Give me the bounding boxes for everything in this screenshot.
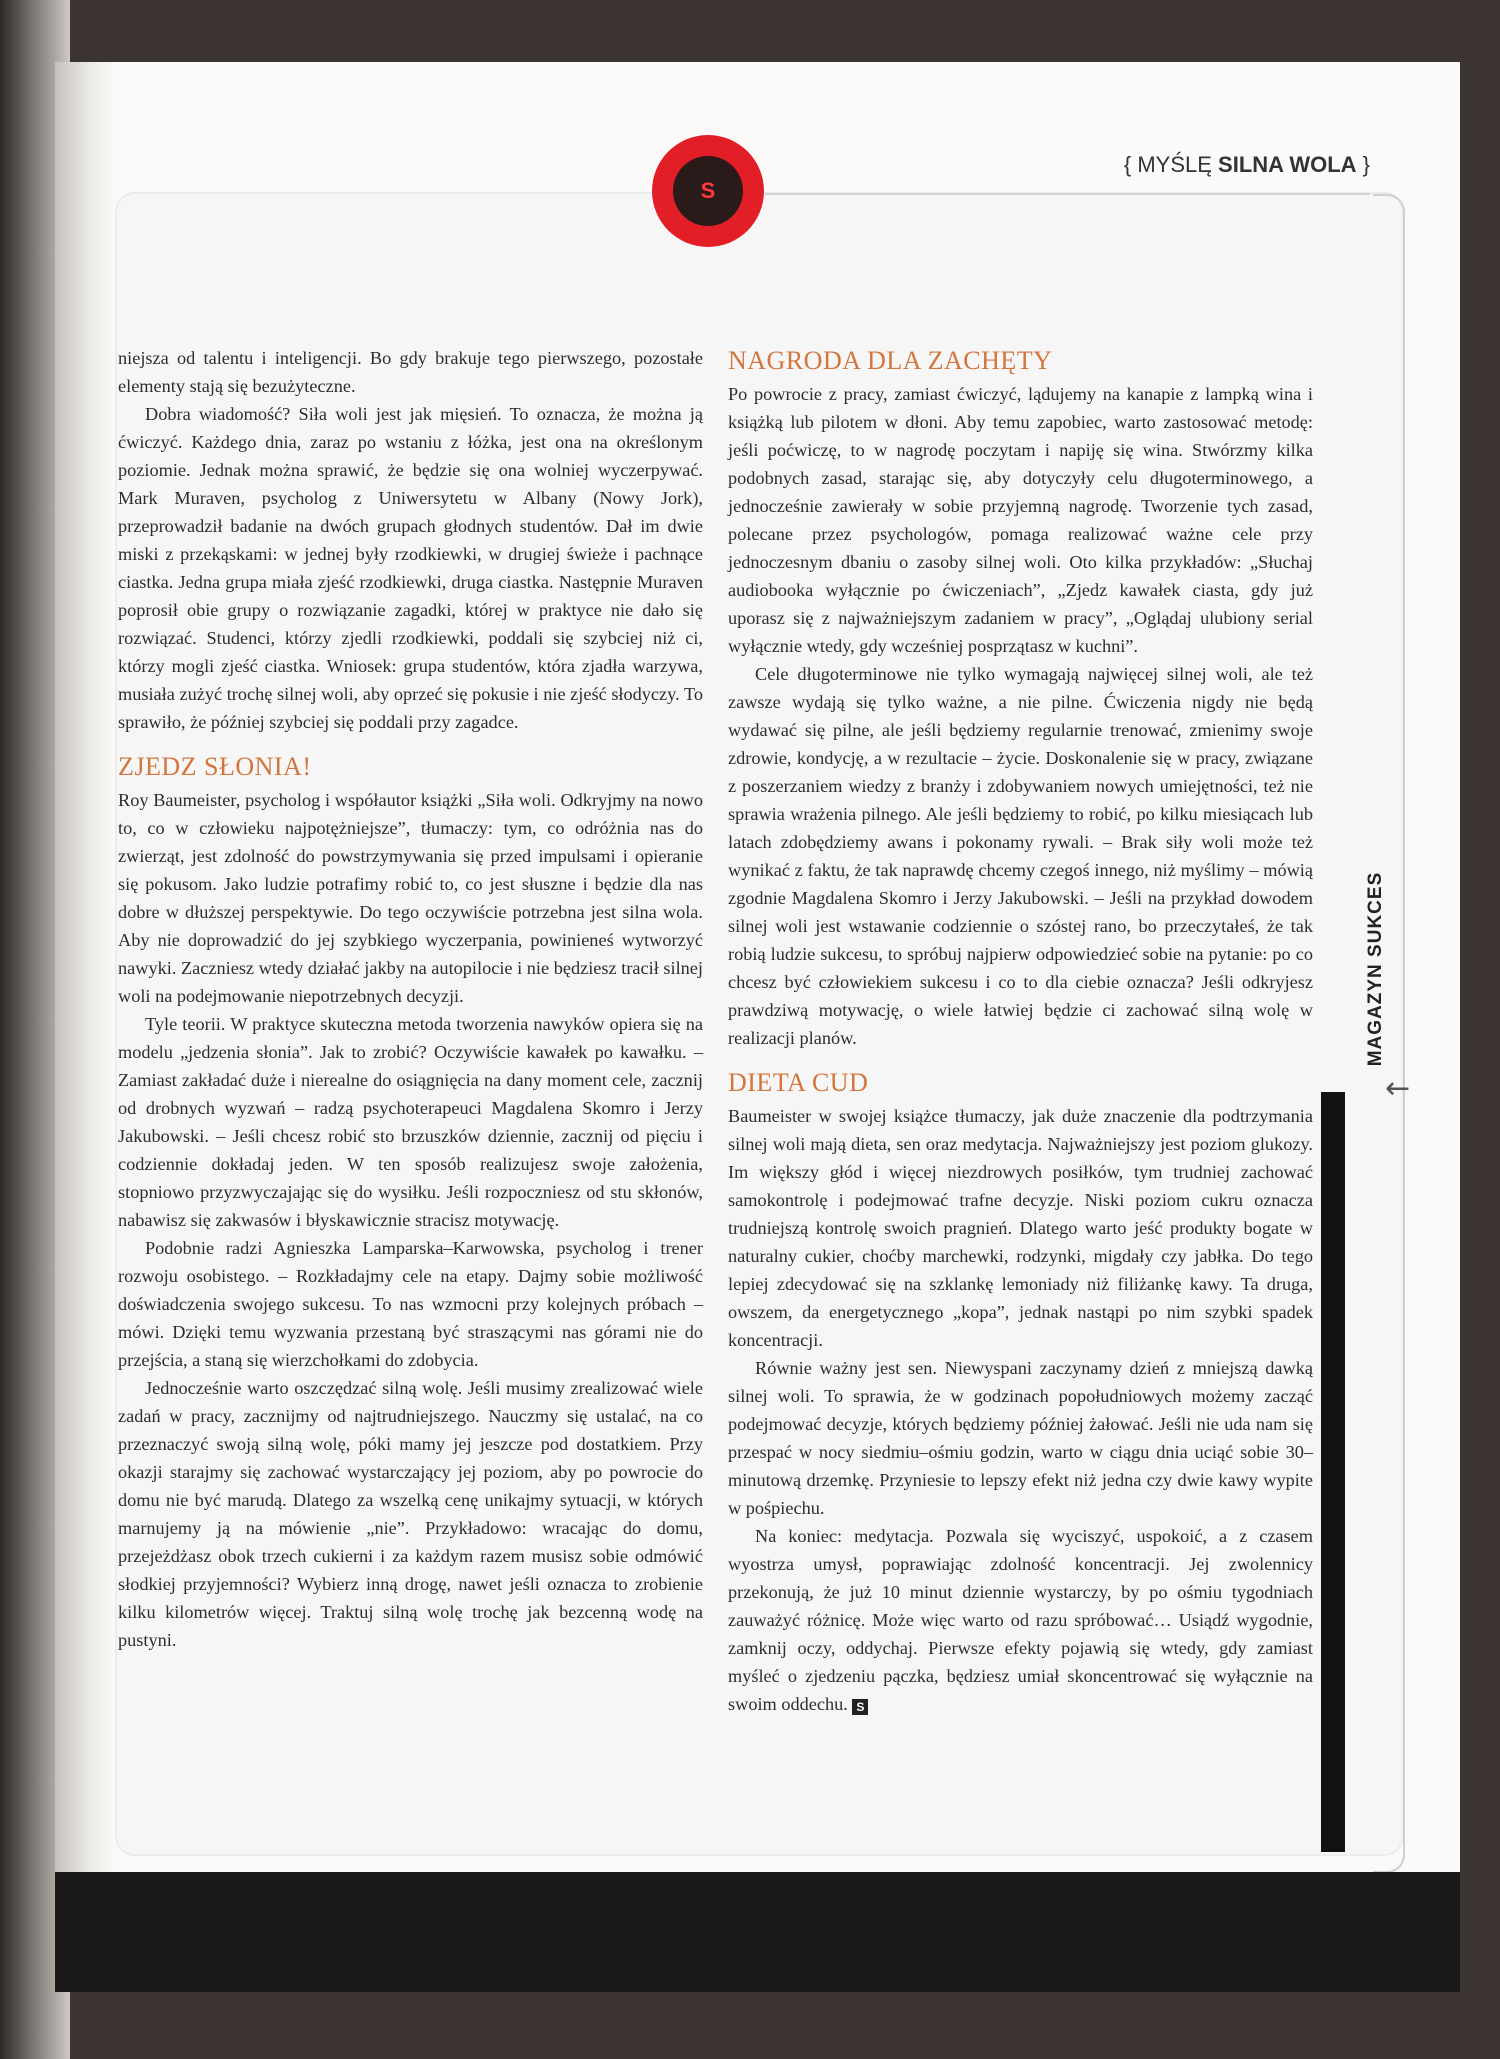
- paragraph: Baumeister w swojej książce tłumaczy, jak duże znaczenie dla podtrzymania silnej woli mają dieta, sen oraz medytacja. Najważniejszy jest poziom glukozy. Im większy głód i więcej niezdrowych posiłków, tym trudniej zachować samokontrolę i podejmować trafne decyzje. Niski poziom cukru oznacza trudniejszą kontrolę swoich pragnień. Dlatego warto jeść produkty bogate w naturalny cukier, choćby marchewki, rodzynki, migdały czy jabłka. Do tego lepiej zdecydować się na szklankę lemoniady niż filiżankę kawy. Ta druga, owszem, da energetycznego „kopa”, jednak nastąpi po nim szybki spadek koncentracji.: [728, 1106, 1313, 1350]
- magazine-page: [55, 62, 1460, 1992]
- bottom-dark-strip: [55, 1872, 1460, 1992]
- left-column: [118, 344, 703, 1654]
- section-label: [1080, 152, 1370, 178]
- paragraph: Dobra wiadomość? Siła woli jest jak mięsień. To oznacza, że można ją ćwiczyć. Każdego dnia, zaraz po wstaniu z łóżka, jest ona na określonym poziomie. Jednak można sprawić, że będzie się ona wolniej wyczerpywać. Mark Muraven, psycholog z Uniwersytetu w Albany (Nowy Jork), przeprowadził badanie na dwóch grupach głodnych studentów. Dał im dwie miski z przekąskami: w jednej były rzodkiewki, w drugiej świeże i pachnące ciastka. Jedna grupa miała zjeść rzodkiewki, druga ciastka. Następnie Muraven poprosił obie grupy o rozwiązanie zagadki, której w praktyce nie dało się rozwiązać. Studenci, którzy zjedli rzodkiewki, poddali się szybciej niż ci, którzy mogli zjeść ciastka. Wniosek: grupa studentów, która zjadła warzywa, musiała zużyć trochę silnej woli, aby oprzeć się pokusie i nie zjeść słodyczy. To sprawiło, że później szybciej się poddali przy zagadce.: [118, 404, 703, 732]
- section-label-close: }: [1356, 152, 1370, 177]
- section-heading: DIETA CUD: [728, 1068, 869, 1097]
- paragraph: niejsza od talentu i inteligencji. Bo gdy brakuje tego pierwszego, pozostałe elementy stają się bezużyteczne.: [118, 348, 703, 396]
- right-column: [728, 344, 1313, 1718]
- black-side-bar: [1321, 1092, 1345, 1852]
- section-label-open: { MYŚLĘ: [1123, 152, 1219, 177]
- paragraph: Po powrocie z pracy, zamiast ćwiczyć, lądujemy na kanapie z lampką wina i książką lub pilotem w dłoni. Aby temu zapobiec, warto zastosować metodę: jeśli poćwiczę, to w nagrodę poczytam i napiję się wina. Stwórzmy kilka podobnych zasad, starając się, aby dotyczyły celu długoterminowego, a jednocześnie zawierały w sobie przyjemną nagrodę. Tworzenie tych zasad, polecane przez psychologów, pomaga realizować ważne cele przy jednoczesnym dbaniu o zasoby silnej woli. Oto kilka przykładów: „Słuchaj audiobooka wyłącznie po ćwiczeniach”, „Zjedz kawałek ciasta, gdy już uporasz się z najważniejszym zadaniem w pracy”, „Oglądaj ulubiony serial wyłącznie wtedy, gdy wcześniej posprzątasz w kuchni”.: [728, 384, 1313, 656]
- page-fold-shadow: [55, 62, 115, 1992]
- paragraph: Jednocześnie warto oszczędzać silną wolę. Jeśli musimy zrealizować wiele zadań w pracy, zacznijmy od najtrudniejszego. Nauczmy się ustalać, na co przeznaczyć swoją silną wolę, póki mamy jej jeszcze pod dostatkiem. Przy okazji starajmy się zachować wystarczający jej poziom, aby po powrocie do domu nie być marudą. Dlatego za wszelką cenę unikajmy sytuacji, w których marnujemy ją na mówienie „nie”. Przykładowo: wracając do domu, przejeżdżasz obok trzech cukierni i za każdym razem musisz sobie odmówić słodkiej przyjemności? Wybierz inną drogę, nawet jeśli oznacza to zrobienie kilku kilometrów więcej. Traktuj silną wolę trochę jak bezcenną wodę na pustyni.: [118, 1378, 703, 1650]
- paragraph: Podobnie radzi Agnieszka Lamparska–Karwowska, psycholog i trener rozwoju osobistego. – Rozkładajmy cele na etapy. Dajmy sobie możliwość doświadczenia swojego sukcesu. To nas wzmocni przy kolejnych próbach – mówi. Dzięki temu wyzwania przestaną być straszącymi nas górami nie do przejścia, a staną się wierzchołkami do zdobycia.: [118, 1238, 703, 1370]
- section-label-bold: SILNA WOLA: [1218, 152, 1357, 177]
- left-arrow-icon: ←: [1385, 1071, 1411, 1106]
- paragraph: Cele długoterminowe nie tylko wymagają najwięcej silnej woli, ale też zawsze wydają się tylko ważne, a nie pilne. Ćwiczenia nigdy nie będą wydawać się pilne, ale jeśli będziemy regularnie trenować, zmienimy swoje zdrowie, kondycję, a w rezultacie – życie. Doskonalenie się w pracy, związane z poszerzaniem wiedzy z branży i zdobywaniem nowych umiejętności, też nie sprawia wrażenia pilnego. Ale jeśli będziemy to robić, po kilku miesiącach lub latach zdobędziemy awans i pokonamy rywali. – Brak siły woli może też wynikać z faktu, że tak naprawdę chcemy czegoś innego, niż myślimy – mówią zgodnie Magdalena Skomro i Jerzy Jakubowski. – Jeśli na przykład dowodem silnej woli jest wstawanie codziennie o szóstej rano, bo przeczytałeś, że tak robią ludzie sukcesu, to spróbuj najpierw odpowiedzieć sobie na pytanie: po co chcesz być człowiekiem sukcesu i co to dla ciebie oznacza? Jeśli odkryjesz prawdziwą motywację, o wiele łatwiej będzie ci zachować silną wolę w realizacji planów.: [728, 664, 1313, 1048]
- section-heading: NAGRODA DLA ZACHĘTY: [728, 346, 1053, 375]
- paragraph-final: [728, 1522, 1313, 1718]
- header-rule: [765, 193, 1370, 195]
- magazine-vertical-label: MAGAZYN SUKCES: [1365, 871, 1386, 1067]
- section-heading: ZJEDZ SŁONIA!: [118, 752, 312, 781]
- paragraph: Tyle teorii. W praktyce skuteczna metoda tworzenia nawyków opiera się na modelu „jedzenia słonia”. Jak to zrobić? Oczywiście kawałek po kawałku. – Zamiast zakładać duże i nierealne do osiągnięcia na dany moment cele, zacznij od drobnych wyzwań – radzą psychoterapeuci Magdalena Skomro i Jerzy Jakubowski. – Jeśli chcesz robić sto brzuszków dziennie, zacznij od pięciu i codziennie dokładaj jeden. W ten sposób realizujesz swoje założenia, stopniowo przyzwyczajając się do wysiłku. Jeśli rozpoczniesz od stu skłonów, nabawisz się zakwasów i błyskawicznie stracisz motywację.: [118, 1014, 703, 1230]
- section-badge: [652, 135, 764, 247]
- paragraph: Roy Baumeister, psycholog i współautor książki „Siła woli. Odkryjmy na nowo to, co w człowieku najpotężniejsze”, tłumaczy: tym, co odróżnia nas do zwierząt, jest zdolność do powstrzymywania się przed impulsami i opieranie się pokusom. Jako ludzie potrafimy robić to, co jest słuszne i będzie dla nas dobre w dłuższej perspektywie. Do tego oczywiście potrzebna jest silna wola. Aby nie doprowadzić do jej szybkiego wyczerpania, powinieneś wytworzyć nawyki. Zaczniesz wtedy działać jakby na autopilocie i nie będziesz tracił silnej woli na podejmowanie niepotrzebnych decyzji.: [118, 790, 703, 1006]
- paragraph: Równie ważny jest sen. Niewyspani zaczynamy dzień z mniejszą dawką silnej woli. To sprawia, że w godzinach popołudniowych możemy zacząć podejmować decyzje, których będziemy później żałować. Jeśli nie uda nam się przespać w nocy siedmiu–ośmiu godzin, warto w ciągu dnia uciąć sobie 30–minutową drzemkę. Przyniesie to lepszy efekt niż jedna czy dwie kawy wypite w pośpiechu.: [728, 1358, 1313, 1518]
- end-mark-icon: S: [852, 1699, 868, 1715]
- paragraph-text: Na koniec: medytacja. Pozwala się wyciszyć, uspokoić, a z czasem wyostrza umysł, poprawiając zdolność koncentracji. Jej zwolennicy przekonują, że już 10 minut dziennie wystarczy, by po ośmiu tygodniach zauważyć różnicę. Może więc warto od razu spróbować… Usiądź wygodnie, zamknij oczy, oddychaj. Pierwsze efekty pojawią się wtedy, gdy zamiast myśleć o zjedzeniu pączka, będziesz umiał skoncentrować się wyłącznie na swoim oddechu.: [728, 1526, 1313, 1714]
- badge-letter: S: [673, 156, 743, 226]
